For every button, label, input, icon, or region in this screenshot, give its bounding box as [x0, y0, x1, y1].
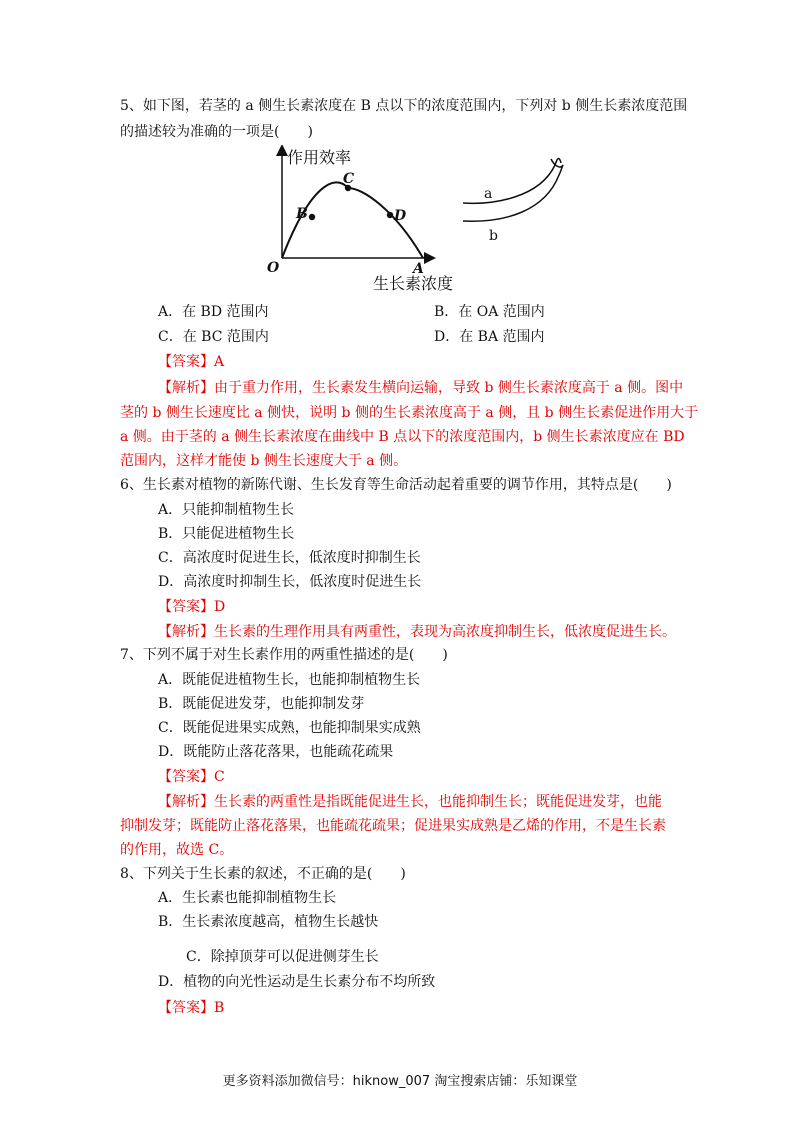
q5-explanation-line4: 范围内，这样才能使 b 侧生长速度大于 a 侧。 [120, 453, 408, 469]
q7-option-a: A．既能促进植物生长，也能抑制植物生长 [158, 672, 421, 688]
q7-explanation-line1: 【解析】生长素的两重性是指既能促进生长，也能抑制生长；既能促进发芽，也能 [158, 794, 662, 810]
q6-option-b: B．只能促进植物生长 [158, 526, 295, 542]
q5-explanation-line2: 茎的 b 侧生长速度比 a 侧快，说明 b 侧的生长素浓度高于 a 侧，且 b 侧生长素促进作用大于 [120, 405, 699, 421]
point-c-label: C [343, 171, 355, 187]
point-d-label: D [394, 208, 407, 224]
q7-option-c: C．既能促进果实成熟，也能抑制果实成熟 [158, 720, 421, 736]
q5-answer: 【答案】A [158, 354, 225, 370]
stem-side-b-label: b [489, 228, 498, 244]
q5-option-a: A．在 BD 范围内 [158, 304, 269, 320]
point-b-label: B [296, 206, 308, 222]
y-axis-label: 作用效率 [287, 148, 352, 167]
q5-option-b: B．在 OA 范围内 [434, 304, 545, 320]
point-b-marker [309, 214, 315, 220]
q5-option-c: C．在 BC 范围内 [158, 329, 269, 345]
q5-explanation-line3: a 侧。由于茎的 a 侧生长素浓度在曲线中 B 点以下的浓度范围内，b 侧生长素浓度应在 BD [120, 429, 685, 445]
q7-explanation-line2: 抑制发芽；既能防止落花落果，也能疏花疏果；促进果实成熟是乙烯的作用，不是生长素 [120, 818, 666, 834]
q6-option-a: A．只能抑制植物生长 [158, 502, 295, 518]
q6-answer: 【答案】D [158, 599, 226, 615]
stem-upper-edge [463, 159, 561, 204]
q7-stem: 7、下列不属于对生长素作用的两重性描述的是( ) [120, 647, 448, 663]
q7-answer: 【答案】C [158, 769, 225, 785]
x-axis-label: 生长素浓度 [373, 274, 454, 293]
q8-option-c: C．除掉顶芽可以促进侧芽生长 [186, 949, 379, 965]
q5-explanation-line1: 【解析】由于重力作用，生长素发生横向运输，导致 b 侧生长素浓度高于 a 侧。图中 [158, 380, 684, 396]
q8-answer: 【答案】B [158, 1000, 225, 1016]
q8-option-b: B．生长素浓度越高，植物生长越快 [158, 914, 379, 930]
page-footer: 更多资料添加微信号：hiknow_007 淘宝搜索店铺：乐知课堂 [222, 1074, 578, 1089]
q7-explanation-line3: 的作用，故选 C。 [120, 842, 234, 858]
q5-option-d: D．在 BA 范围内 [434, 329, 545, 345]
q7-option-d: D．既能防止落花落果，也能疏花疏果 [158, 744, 394, 760]
point-a-label: A [413, 261, 424, 277]
stem-lower-edge [463, 165, 563, 221]
q7-option-b: B．既能促进发芽，也能抑制发芽 [158, 696, 365, 712]
point-d-marker [387, 212, 393, 218]
q8-option-d: D．植物的向光性运动是生长素分布不均所致 [158, 974, 436, 990]
q6-stem: 6、生长素对植物的新陈代谢、生长发育等生命活动起着重要的调节作用，其特点是( ) [120, 477, 672, 493]
q8-stem: 8、下列关于生长素的叙述，不正确的是( ) [120, 866, 406, 882]
auxin-curve-figure [255, 145, 585, 295]
q6-option-d: D．高浓度时抑制生长，低浓度时促进生长 [158, 574, 422, 590]
stem-side-a-label: a [484, 186, 493, 202]
q8-option-a: A．生长素也能抑制植物生长 [158, 890, 337, 906]
q6-option-c: C．高浓度时促进生长，低浓度时抑制生长 [158, 550, 421, 566]
q6-explanation: 【解析】生长素的生理作用具有两重性，表现为高浓度抑制生长，低浓度促进生长。 [158, 624, 676, 640]
q5-stem-line1: 5、如下图，若茎的 a 侧生长素浓度在 B 点以下的浓度范围内，下列对 b 侧生长素浓度范围 [120, 98, 688, 114]
origin-label: O [267, 260, 280, 276]
q5-stem-line2: 的描述较为准确的一项是( ) [120, 124, 313, 140]
